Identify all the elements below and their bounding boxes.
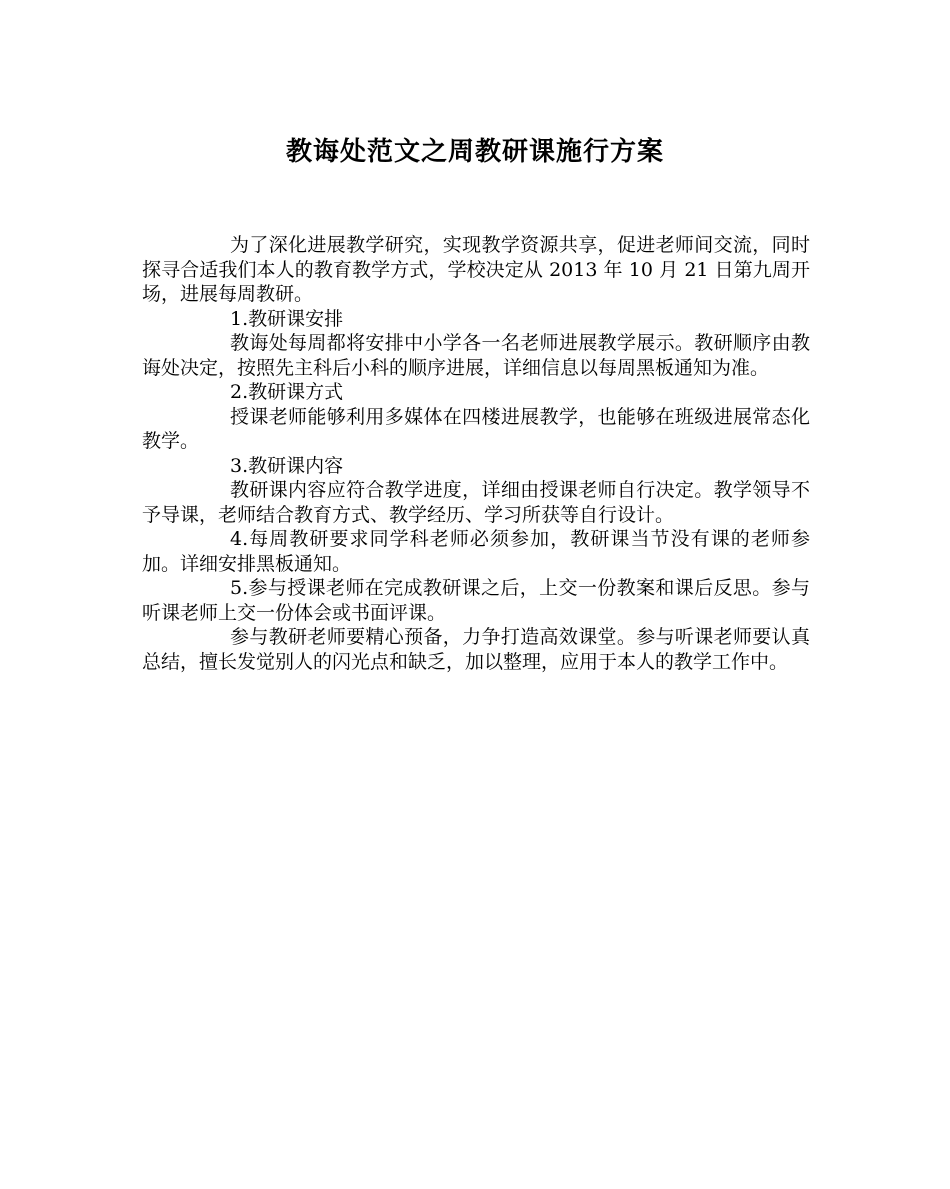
section-heading-format: 2.教研课方式 [230,381,344,403]
document-body [142,233,810,674]
page-title: 教诲处范文之周教研课施行方案 [285,137,664,167]
paragraph-intro: 为了深化进展教学研究，实现教学资源共享，促进老师间交流，同时探寻合适我们本人的教育教学方式，学校决定从 2013 年 10 月 21 日第九周开场，进展每周教研。 [142,234,810,305]
paragraph-attendance: 4.每周教研要求同学科老师必须参加，教研课当节没有课的老师参加。详细安排黑板通知。 [142,528,810,575]
paragraph-closing: 参与教研老师要精心预备，力争打造高效课堂。参与听课老师要认真总结，擅长发觉别人的闪光点和缺乏，加以整理，应用于本人的教学工作中。 [142,626,810,673]
paragraph-content: 教研课内容应符合教学进度，详细由授课老师自行决定。教学领导不予导课，老师结合教育方式、教学经历、学习所获等自行设计。 [142,479,810,526]
section-heading-content: 3.教研课内容 [230,454,344,477]
section-heading-arrangement: 1.教研课安排 [230,307,344,330]
paragraph-arrangement: 教诲处每周都将安排中小学各一名老师进展教学展示。教研顺序由教诲处决定，按照先主科后小科的顺序进展，详细信息以每周黑板通知为准。 [142,332,810,379]
paragraph-format: 授课老师能够利用多媒体在四楼进展教学，也能够在班级进展常态化教学。 [142,405,810,452]
paragraph-submission: 5.参与授课老师在完成教研课之后，上交一份教案和课后反思。参与听课老师上交一份体会或书面评课。 [142,577,810,624]
